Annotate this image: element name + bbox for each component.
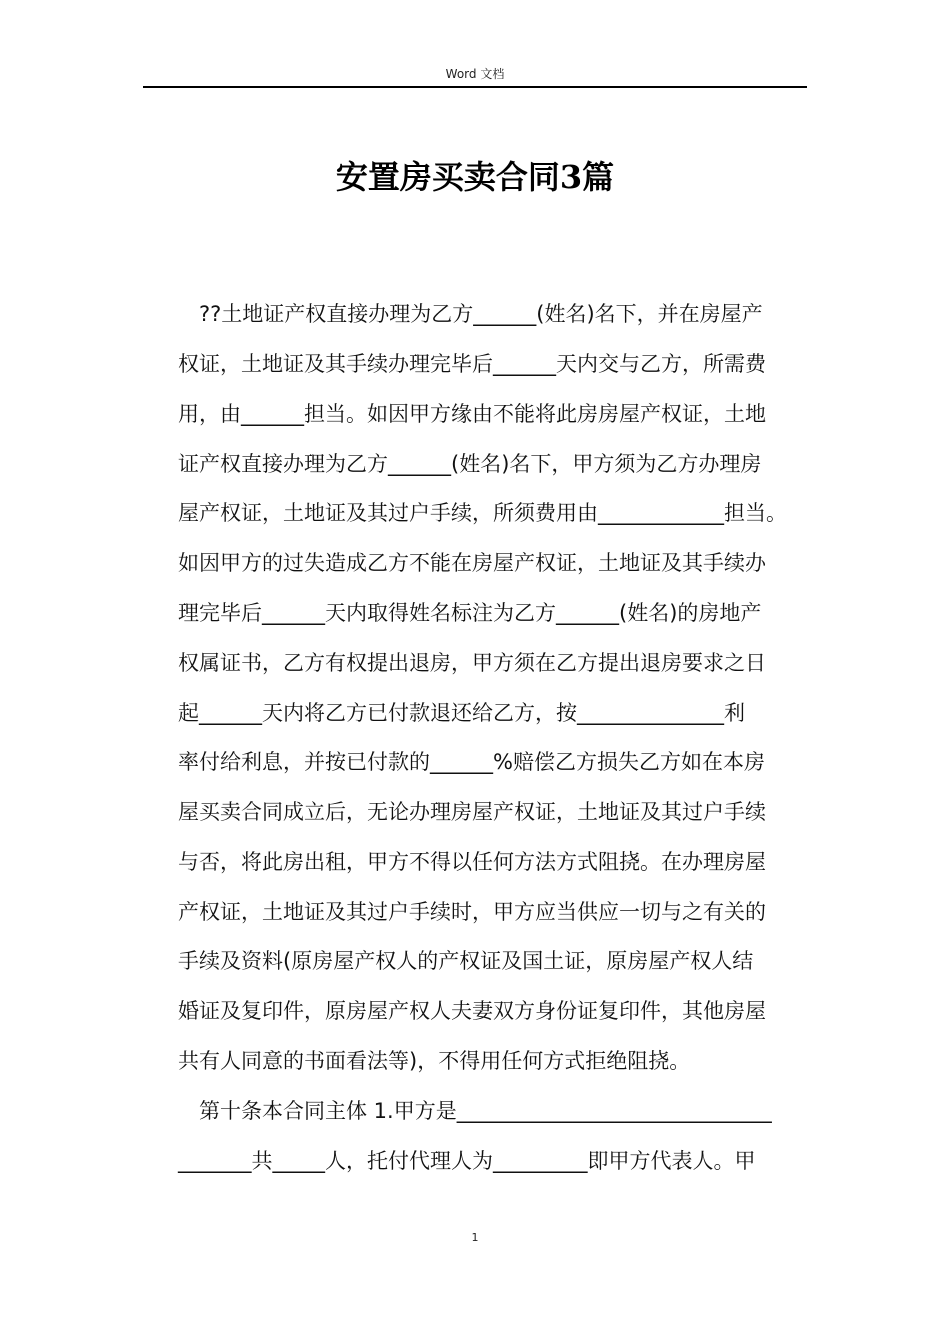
body-line: 产权证，土地证及其过户手续时，甲方应当供应一切与之有关的: [178, 900, 766, 924]
page-number: 1: [471, 1231, 479, 1244]
body-line: 屋买卖合同成立后，无论办理房屋产权证，土地证及其过户手续: [178, 800, 766, 824]
body-line: 证产权直接办理为乙方______(姓名)名下，甲方须为乙方办理房: [178, 452, 762, 476]
body-line: 手续及资料(原房屋产权人的产权证及国土证，原房屋产权人结: [178, 949, 754, 973]
body-line: 如因甲方的过失造成乙方不能在房屋产权证，土地证及其手续办: [178, 551, 766, 575]
body-line: 婚证及复印件，原房屋产权人夫妻双方身份证复印件，其他房屋: [178, 999, 766, 1023]
body-line: 用，由______担当。如因甲方缘由不能将此房房屋产权证，土地: [178, 402, 766, 426]
body-line: 理完毕后______天内取得姓名标注为乙方______(姓名)的房地产: [178, 601, 762, 625]
body-line: 第十条本合同主体 1.甲方是______________________________: [199, 1099, 772, 1123]
body-line: ??土地证产权直接办理为乙方______(姓名)名下，并在房屋产: [199, 302, 763, 326]
body-line: 权证，土地证及其手续办理完毕后______天内交与乙方，所需费: [178, 352, 766, 376]
body-line: 与否，将此房出租，甲方不得以任何方法方式阻挠。在办理房屋: [178, 850, 766, 874]
body-line: 权属证书，乙方有权提出退房，甲方须在乙方提出退房要求之日: [178, 651, 766, 675]
body-line: 屋产权证，土地证及其过户手续，所须费用由____________担当。: [178, 501, 787, 525]
body-line: 率付给利息，并按已付款的______%赔偿乙方损失乙方如在本房: [178, 750, 765, 774]
body-line: 共有人同意的书面看法等)，不得用任何方式拒绝阻挠。: [178, 1049, 691, 1073]
body-line: _______共_____人，托付代理人为_________即甲方代表人。甲: [178, 1149, 756, 1173]
body-line: 起______天内将乙方已付款退还给乙方，按______________利: [178, 701, 745, 725]
page-header: Word 文档: [445, 67, 505, 81]
header-divider: [143, 86, 807, 88]
document-title: 安置房买卖合同3篇: [335, 158, 615, 196]
